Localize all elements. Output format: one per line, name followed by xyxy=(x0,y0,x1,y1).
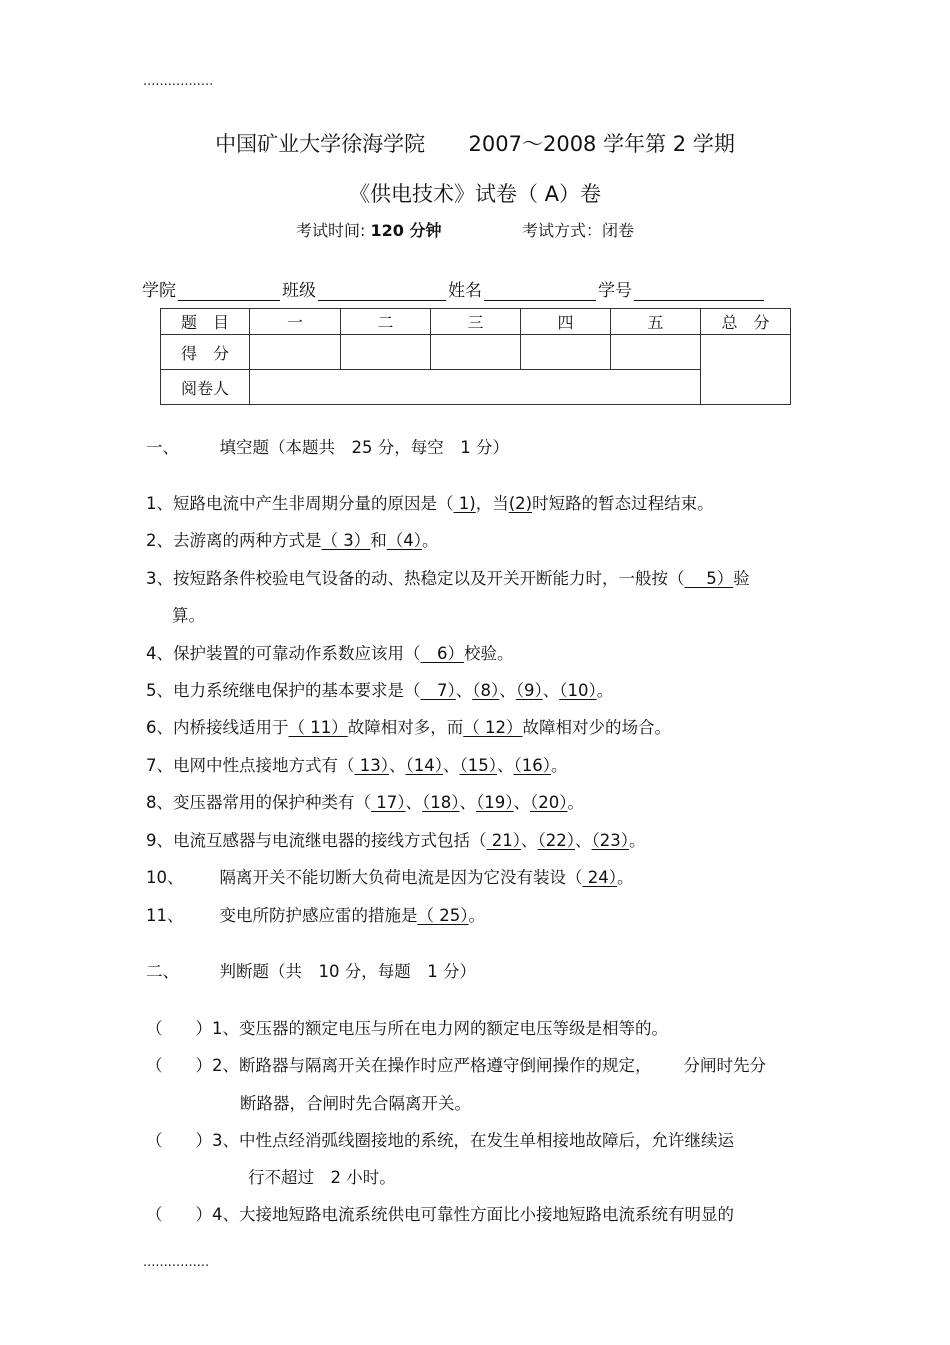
term: 2 学期 xyxy=(672,132,735,156)
q7-blank-14[interactable]: （14） xyxy=(405,756,443,775)
footer-dots: ................ xyxy=(143,1255,210,1270)
q9-post: 。 xyxy=(629,831,646,850)
college-label: 学院 xyxy=(142,281,176,301)
q3-blank-5[interactable]: 5） xyxy=(684,569,734,588)
exam-subtitle: 《供电技术》试卷（ A）卷 xyxy=(348,182,602,206)
section2-title: 判断题（共 10 分，每题 1 分） xyxy=(219,962,476,981)
class-label: 班级 xyxy=(282,281,316,301)
q5-blank-7[interactable]: 7） xyxy=(420,681,456,700)
id-blank[interactable] xyxy=(634,282,764,301)
q8-blank-17[interactable]: 17） xyxy=(371,793,406,812)
q3-post: 验 xyxy=(733,569,750,588)
q8-sep: 、 xyxy=(405,793,422,812)
tf2-text: 2、断路器与隔离开关在操作时应严格遵守倒闸操作的规定， xyxy=(212,1056,652,1075)
q9-sep: 、 xyxy=(575,831,592,850)
q4-blank-6[interactable]: 6） xyxy=(420,644,464,663)
question-6 xyxy=(146,714,671,738)
tf1-text: 1、变压器的额定电压与所在电力网的额定电压等级是相等的。 xyxy=(212,1019,668,1038)
score-header-topic: 题 目 xyxy=(161,309,250,335)
student-info-fields xyxy=(142,276,766,301)
q6-post: 故障相对少的场合。 xyxy=(522,718,671,737)
score-cell-total[interactable] xyxy=(701,335,791,405)
exam-title xyxy=(0,128,950,158)
q2-blank-3[interactable]: （ 3） xyxy=(321,531,371,550)
tf3-text: 3、中性点经消弧线圈接地的系统，在发生单相接地故障后，允许继续运 xyxy=(212,1131,734,1150)
question-3-continued: 算。 xyxy=(172,606,205,625)
score-cell-1[interactable] xyxy=(250,335,341,370)
q6-mid: 故障相对多，而 xyxy=(347,718,464,737)
tf2-answer-box[interactable]: （ ） xyxy=(146,1056,212,1075)
tf2-tail: 分闸时先分 xyxy=(683,1056,766,1075)
q9-blank-21[interactable]: 21） xyxy=(486,831,521,850)
q1-text: 1、短路电流中产生非周期分量的原因是（ xyxy=(146,494,454,513)
q8-blank-19[interactable]: （19） xyxy=(476,793,514,812)
q10-text: 隔离开关不能切断大负荷电流是因为它没有装设（ xyxy=(219,868,583,887)
header-dots: ................. xyxy=(143,74,214,89)
q7-blank-15[interactable]: （15） xyxy=(459,756,497,775)
tf-question-3 xyxy=(146,1127,734,1151)
q2-mid: 和 xyxy=(370,531,387,550)
score-cell-4[interactable] xyxy=(521,335,611,370)
question-11 xyxy=(146,902,485,926)
school-name: 中国矿业大学徐海学院 xyxy=(215,132,426,156)
question-1 xyxy=(146,490,714,514)
tf1-answer-box[interactable]: （ ） xyxy=(146,1019,212,1038)
q5-sep: 、 xyxy=(542,681,560,700)
q6-text: 6、内桥接线适用于 xyxy=(146,718,289,737)
tf4-answer-box[interactable]: （ ） xyxy=(146,1205,212,1224)
q11-number: 11、 xyxy=(146,906,184,925)
score-header-4: 四 xyxy=(521,309,611,335)
q9-sep: 、 xyxy=(521,831,538,850)
q8-text: 8、变压器常用的保护种类有（ xyxy=(146,793,371,812)
name-blank[interactable] xyxy=(484,282,596,301)
score-header-5: 五 xyxy=(611,309,701,335)
tf-question-2 xyxy=(146,1052,766,1076)
score-cell-3[interactable] xyxy=(431,335,521,370)
section2-number: 二、 xyxy=(146,962,179,981)
question-4 xyxy=(146,640,514,664)
q9-text: 9、电流互感器与电流继电器的接线方式包括（ xyxy=(146,831,487,850)
score-row-label: 得 分 xyxy=(161,335,250,370)
q7-blank-16[interactable]: （16） xyxy=(513,756,551,775)
q8-sep: 、 xyxy=(459,793,476,812)
score-header-total: 总 分 xyxy=(701,309,791,335)
score-header-2: 二 xyxy=(341,309,431,335)
section1-heading xyxy=(146,434,509,458)
tf-question-2-continued: 断路器，合闸时先合隔离开关。 xyxy=(240,1094,471,1113)
score-cell-5[interactable] xyxy=(611,335,701,370)
q1-blank-2[interactable]: (2) xyxy=(508,494,533,513)
academic-year: 2007～2008 学年第 xyxy=(468,132,667,156)
q8-blank-18[interactable]: （18） xyxy=(422,793,460,812)
id-label: 学号 xyxy=(598,281,632,301)
q11-text: 变电所防护感应雷的措施是 xyxy=(219,906,418,925)
q4-post: 校验。 xyxy=(464,644,514,663)
tf4-text: 4、大接地短路电流系统供电可靠性方面比小接地短路电流系统有明显的 xyxy=(212,1205,734,1224)
q2-post: 。 xyxy=(422,531,439,550)
q7-sep: 、 xyxy=(443,756,460,775)
tf-question-3-continued: 行不超过 2 小时。 xyxy=(248,1168,396,1187)
question-7 xyxy=(146,752,568,776)
q5-text: 5、电力系统继电保护的基本要求是（ xyxy=(146,681,421,700)
q6-blank-12[interactable]: （ 12） xyxy=(463,718,523,737)
q7-blank-13[interactable]: 13） xyxy=(354,756,389,775)
question-5 xyxy=(146,677,613,701)
q2-blank-4[interactable]: （4） xyxy=(386,531,422,550)
q9-blank-22[interactable]: （22） xyxy=(537,831,575,850)
name-label: 姓名 xyxy=(448,281,482,301)
q7-post: 。 xyxy=(551,756,568,775)
q8-post: 。 xyxy=(567,793,584,812)
tf-question-4 xyxy=(146,1201,734,1225)
q4-text: 4、保护装置的可靠动作系数应该用（ xyxy=(146,644,421,663)
q11-post: 。 xyxy=(468,906,485,925)
section2-heading xyxy=(146,958,476,982)
q7-sep: 、 xyxy=(389,756,406,775)
q10-blank-24[interactable]: 24） xyxy=(582,868,617,887)
tf3-answer-box[interactable]: （ ） xyxy=(146,1131,212,1150)
q3-text: 3、按短路条件校验电气设备的动、热稳定以及开关开断能力时，一般按（ xyxy=(146,569,685,588)
question-8 xyxy=(146,789,584,813)
q6-blank-11[interactable]: （ 11） xyxy=(288,718,348,737)
class-blank[interactable] xyxy=(318,282,446,301)
q5-blank-9[interactable]: （9） xyxy=(515,681,543,700)
exam-mode: 考试方式：闭卷 xyxy=(522,221,635,240)
q8-blank-20[interactable]: （20） xyxy=(530,793,568,812)
q2-text: 2、去游离的两种方式是 xyxy=(146,531,322,550)
q11-blank-25[interactable]: （ 25） xyxy=(417,906,469,925)
q7-sep: 、 xyxy=(497,756,514,775)
section1-title: 填空题（本题共 25 分，每空 1 分） xyxy=(219,438,509,457)
question-3 xyxy=(146,565,750,589)
college-blank[interactable] xyxy=(178,282,280,301)
q1-post: 时短路的暂态过程结束。 xyxy=(532,494,714,513)
q9-blank-23[interactable]: （23） xyxy=(591,831,629,850)
score-header-1: 一 xyxy=(250,309,341,335)
exam-time-value: 120 分钟 xyxy=(370,221,442,240)
q10-number: 10、 xyxy=(146,868,184,887)
q7-text: 7、电网中性点接地方式有（ xyxy=(146,756,355,775)
exam-time-label: 考试时间: xyxy=(296,221,366,240)
question-9 xyxy=(146,827,646,851)
q10-post: 。 xyxy=(617,868,634,887)
q1-blank-1[interactable]: 1) xyxy=(453,494,476,513)
grader-cell[interactable] xyxy=(250,370,701,405)
question-2 xyxy=(146,527,439,551)
q5-sep: 、 xyxy=(455,681,473,700)
tf-question-1 xyxy=(146,1015,668,1039)
grader-row-label: 阅卷人 xyxy=(161,370,250,405)
score-header-3: 三 xyxy=(431,309,521,335)
q5-sep: 、 xyxy=(499,681,516,700)
score-cell-2[interactable] xyxy=(341,335,431,370)
q5-post: 。 xyxy=(596,681,614,700)
q8-sep: 、 xyxy=(513,793,530,812)
section1-number: 一、 xyxy=(146,438,179,457)
exam-time xyxy=(296,218,441,241)
q5-blank-10[interactable]: （10） xyxy=(559,681,597,700)
question-10 xyxy=(146,864,634,888)
q1-mid: ，当 xyxy=(475,494,509,513)
score-table xyxy=(160,308,791,405)
q5-blank-8[interactable]: （8） xyxy=(472,681,500,700)
